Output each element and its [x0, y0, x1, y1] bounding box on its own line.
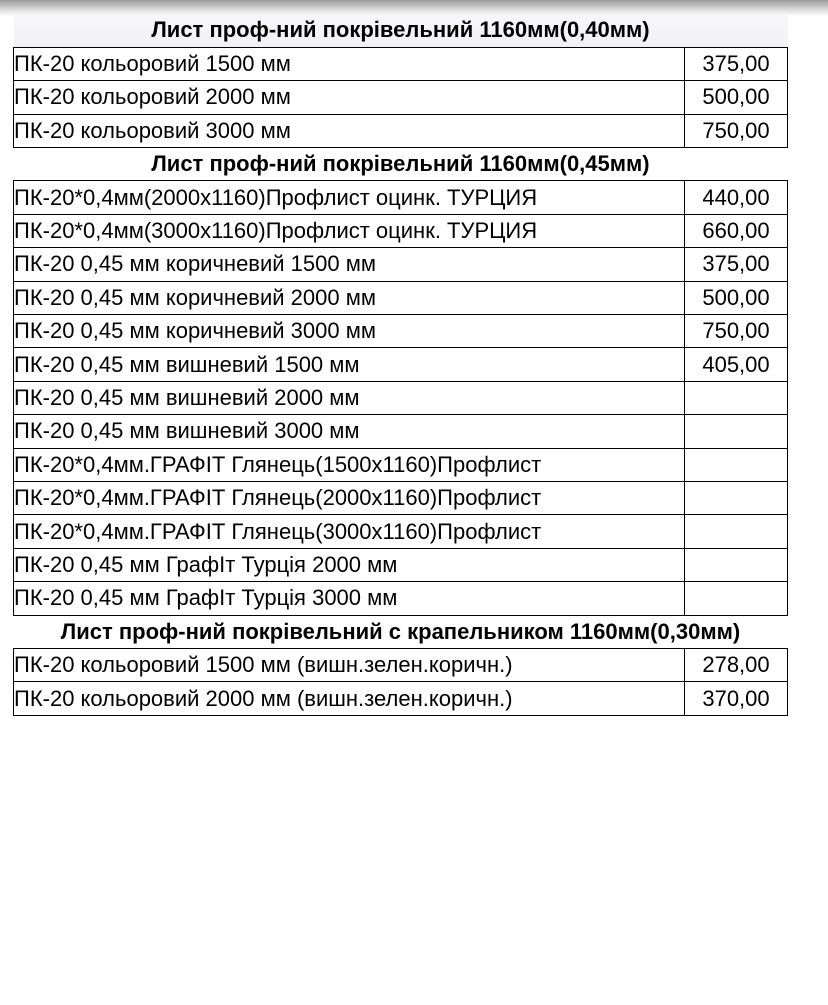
item-name: ПК-20*0,4мм.ГРАФІТ Глянець(2000х1160)Профлист: [14, 481, 685, 514]
section-title: Лист проф-ний покрівельний 1160мм(0,45мм): [151, 151, 650, 177]
price-table: [13, 14, 788, 716]
item-name: ПК-20 0,45 мм вишневий 3000 мм: [14, 415, 685, 448]
table-row: [14, 515, 788, 548]
item-name: ПК-20 кольоровий 2000 мм (вишн.зелен.коричн.): [14, 682, 685, 715]
item-name: ПК-20 0,45 мм вишневий 1500 мм: [14, 348, 685, 381]
item-name: ПК-20 кольоровий 3000 мм: [14, 114, 685, 147]
item-name: ПК-20*0,4мм.ГРАФІТ Глянець(1500х1160)Профлист: [14, 448, 685, 481]
table-row: [14, 381, 788, 414]
item-price: [685, 381, 788, 414]
item-name: ПК-20 кольоровий 2000 мм: [14, 81, 685, 114]
item-price: 375,00: [685, 47, 788, 80]
table-row: [14, 214, 788, 247]
item-name: ПК-20 0,45 мм коричневий 3000 мм: [14, 315, 685, 348]
table-row: [14, 114, 788, 147]
table-row: [14, 181, 788, 214]
table-row: [14, 682, 788, 715]
section-title: Лист проф-ний покрівельний с крапельником 1160мм(0,30мм): [60, 618, 741, 644]
item-price: 500,00: [685, 281, 788, 314]
table-row: [14, 415, 788, 448]
item-name: ПК-20*0,4мм(2000х1160)Профлист оцинк. ТУРЦИЯ: [14, 181, 685, 214]
item-name: ПК-20 0,45 мм ГрафІт Турція 3000 мм: [14, 582, 685, 615]
table-row: [14, 582, 788, 615]
item-price: 278,00: [685, 648, 788, 681]
item-name: ПК-20 0,45 мм вишневий 2000 мм: [14, 381, 685, 414]
table-row: [14, 315, 788, 348]
item-price: [685, 515, 788, 548]
section-header: [14, 14, 788, 47]
section-header: [14, 615, 788, 648]
item-name: ПК-20*0,4мм(3000х1160)Профлист оцинк. ТУРЦИЯ: [14, 214, 685, 247]
section-header: [14, 148, 788, 181]
item-name: ПК-20 0,45 мм коричневий 2000 мм: [14, 281, 685, 314]
item-name: ПК-20 0,45 мм коричневий 1500 мм: [14, 248, 685, 281]
item-price: 660,00: [685, 214, 788, 247]
section-title: Лист проф-ний покрівельний 1160мм(0,40мм): [14, 14, 788, 47]
item-price: [685, 448, 788, 481]
item-price: 500,00: [685, 81, 788, 114]
item-name: ПК-20 0,45 мм ГрафІт Турція 2000 мм: [14, 548, 685, 581]
item-price: 750,00: [685, 315, 788, 348]
table-row: [14, 81, 788, 114]
table-row: [14, 47, 788, 80]
table-row: [14, 548, 788, 581]
table-row: [14, 481, 788, 514]
item-name: ПК-20 кольоровий 1500 мм (вишн.зелен.коричн.): [14, 648, 685, 681]
item-price: 405,00: [685, 348, 788, 381]
item-name: ПК-20*0,4мм.ГРАФІТ Глянець(3000х1160)Профлист: [14, 515, 685, 548]
item-name: ПК-20 кольоровий 1500 мм: [14, 47, 685, 80]
table-row: [14, 648, 788, 681]
table-row: [14, 248, 788, 281]
item-price: 370,00: [685, 682, 788, 715]
table-row: [14, 448, 788, 481]
item-price: [685, 548, 788, 581]
item-price: [685, 582, 788, 615]
table-row: [14, 348, 788, 381]
item-price: 440,00: [685, 181, 788, 214]
item-price: [685, 481, 788, 514]
item-price: 750,00: [685, 114, 788, 147]
item-price: 375,00: [685, 248, 788, 281]
table-row: [14, 281, 788, 314]
item-price: [685, 415, 788, 448]
